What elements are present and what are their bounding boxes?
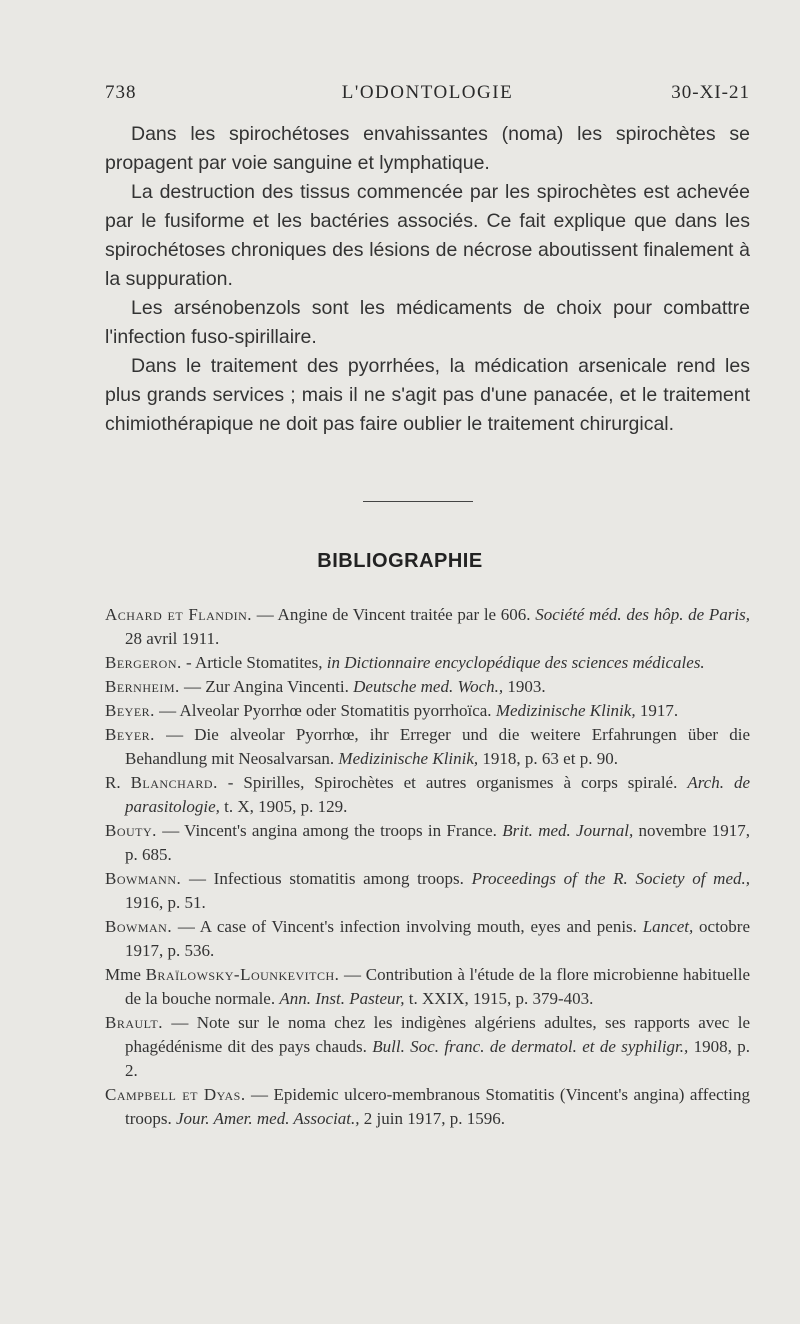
entry-text1: — Vincent's angina among the troops in France. [156, 821, 503, 840]
entry-italic: Proceedings of the R. Society of med., [471, 869, 750, 888]
entry-text2: t. X, 1905, p. 129. [219, 797, 348, 816]
entry-text2: 1908, p. 2. [125, 1037, 751, 1080]
bibliography-entry [105, 675, 750, 699]
entry-text1: - Spirilles, Spirochètes et autres organismes à corps spiralé. [217, 773, 688, 792]
entry-authors: Campbell et Dyas. [105, 1085, 246, 1104]
bibliography-entry [105, 867, 750, 915]
entry-text2: 1916, p. 51. [125, 893, 206, 912]
entry-text1: — Infectious stomatitis among troops. [181, 869, 472, 888]
entry-text2: novembre 1917, p. 685. [125, 821, 750, 864]
entry-pre: Mme [105, 965, 146, 984]
entry-italic: Arch. de parasitologie, [125, 773, 750, 816]
entry-italic: Brit. med. Journal, [502, 821, 634, 840]
entry-authors: Bouty. [105, 821, 157, 840]
paragraph: La destruction des tissus commencée par les spirochètes est achevée par le fusiforme et les bactéries associés. Ce fait explique que dans les spirochétoses chroniques des lésions de nécrose aboutissent finalement à la suppuration. [105, 181, 750, 290]
paragraph: Dans le traitement des pyorrhées, la médication arsenicale rend les plus grands services ; mais il ne s'agit pas d'une panacée, et le traitement chimiothérapique ne doit pas faire oublier le traitement chirurgical. [105, 355, 750, 435]
entry-italic: Société méd. des hôp. de Paris, [535, 605, 751, 624]
entry-text1: — Epidemic ulcero-membranous Stomatitis (Vincent's angina) affecting troops. [125, 1085, 750, 1128]
entry-text1: — A case of Vincent's infection involving mouth, eyes and penis. [172, 917, 643, 936]
running-header [105, 82, 750, 108]
bibliography-entry [105, 1083, 750, 1131]
entry-text1: — Angine de Vincent traitée par le 606. [252, 605, 536, 624]
journal-title: L'ODONTOLOGIE [341, 82, 514, 103]
entry-authors: Bernheim. [105, 677, 180, 696]
entry-pre: R. [105, 773, 131, 792]
entry-italic: Deutsche med. Woch., [353, 677, 504, 696]
entry-italic: Medizinische Klinik, [338, 749, 479, 768]
entry-italic: Lancet, [642, 917, 694, 936]
bibliography-entry [105, 963, 750, 1011]
entry-text2: octobre 1917, p. 536. [125, 917, 750, 960]
entry-text2: 28 avril 1911. [125, 629, 220, 648]
entry-text2: 1903. [503, 677, 546, 696]
entry-authors: Braïlowsky-Lounkevitch. [145, 965, 340, 984]
section-divider [363, 501, 473, 502]
body-text [105, 120, 750, 439]
entry-authors: Blanchard. [130, 773, 218, 792]
entry-text2: t. XXIX, 1915, p. 379-403. [404, 989, 594, 1008]
page-number: 738 [105, 82, 137, 103]
entry-authors: Beyer. [105, 725, 155, 744]
entry-italic: in Dictionnaire encyclopédique des sciences médicales. [326, 653, 705, 672]
entry-text1: — Zur Angina Vincenti. [179, 677, 354, 696]
entry-text2: 2 juin 1917, p. 1596. [359, 1109, 505, 1128]
paragraph: Dans les spirochétoses envahissantes (noma) les spirochètes se propagent par voie sanguine et lymphatique. [105, 123, 750, 174]
bibliography-list [105, 603, 750, 1131]
entry-authors: Beyer. [105, 701, 155, 720]
bibliography-entry [105, 819, 750, 867]
entry-text1: - Article Stomatites, [181, 653, 327, 672]
entry-text1: — Contribution à l'étude de la flore microbienne habituelle de la bouche normale. [125, 965, 750, 1008]
entry-authors: Bowman. [105, 917, 173, 936]
entry-text1: — Alveolar Pyorrhœ oder Stomatitis pyorrhoïca. [154, 701, 496, 720]
entry-italic: Ann. Inst. Pasteur, [279, 989, 405, 1008]
bibliography-entry [105, 723, 750, 771]
bibliography-entry [105, 603, 750, 651]
bibliography-entry [105, 771, 750, 819]
entry-italic: Bull. Soc. franc. de dermatol. et de syphiligr., [372, 1037, 689, 1056]
entry-authors: Achard et Flandin. [105, 605, 253, 624]
entry-italic: Jour. Amer. med. Associat., [176, 1109, 360, 1128]
paragraph: Les arsénobenzols sont les médicaments de choix pour combattre l'infection fuso-spirillaire. [105, 297, 750, 348]
entry-authors: Bergeron. [105, 653, 182, 672]
entry-text2: 1917. [635, 701, 679, 720]
entry-text1: — Die alveolar Pyorrhœ, ihr Erreger und die weitere Erfahrungen über die Behandlung mit Neosalvarsan. [125, 725, 750, 768]
bibliography-heading: BIBLIOGRAPHIE [317, 550, 483, 572]
entry-authors: Brault. [105, 1013, 163, 1032]
entry-text1: — Note sur le noma chez les indigènes algériens adultes, ses rapports avec le phagédénisme dit des pays chauds. [125, 1013, 750, 1056]
entry-text2: 1918, p. 63 et p. 90. [478, 749, 618, 768]
bibliography-entry [105, 915, 750, 963]
bibliography-entry [105, 699, 750, 723]
entry-authors: Bowmann. [105, 869, 182, 888]
bibliography-entry [105, 651, 750, 675]
bibliography-entry [105, 1011, 750, 1083]
entry-italic: Medizinische Klinik, [495, 701, 636, 720]
issue-date: 30-XI-21 [671, 82, 750, 103]
